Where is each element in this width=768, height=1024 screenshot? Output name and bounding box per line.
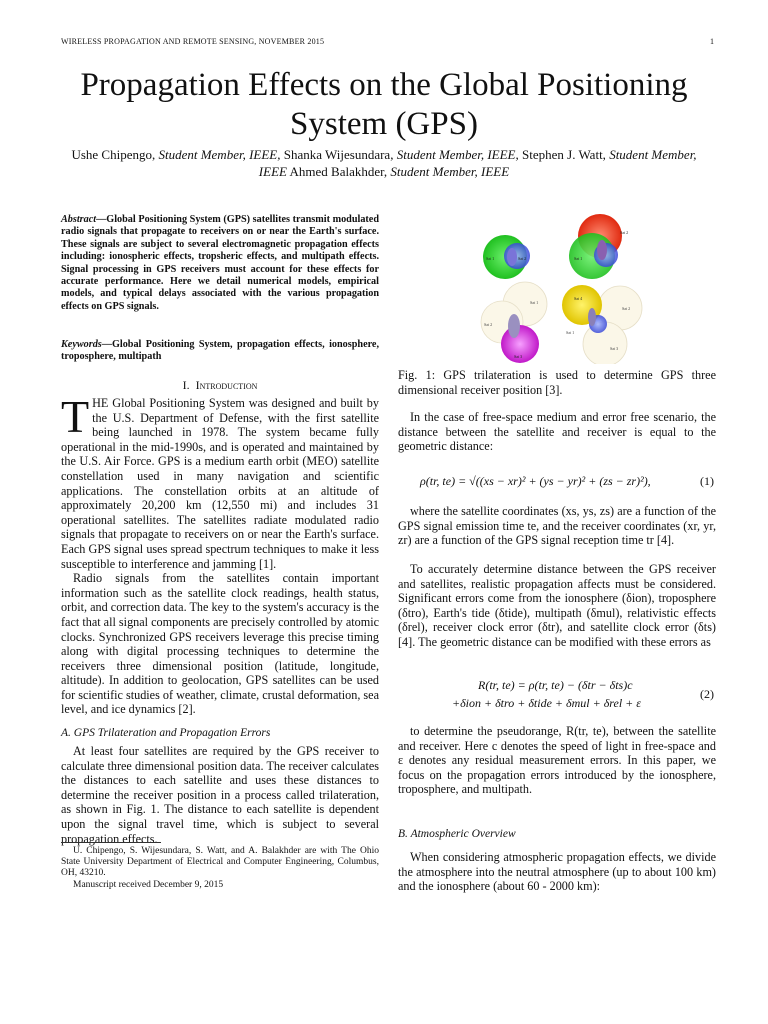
footnote (61, 846, 379, 891)
right-paragraph-2: where the satellite coordinates (xs, ys, zs) are a function of the GPS signal emission time te, and the receiver coordinates (xr, yr, zr) are a function of the GPS signal reception time tr [4]. (398, 504, 716, 548)
right-paragraph-3: To accurately determine distance between the GPS receiver and satellites, realistic propagation affects must be considered. Significant errors come from the ionosphere (δion), troposphere (δtro), Earth's tide (δtide), multipath (δmul), relativistic effects (δrel), receiver clock error (δtr), and satellite clock error (δts) [4]. The geometric distance can be modified with these errors as (398, 562, 716, 649)
equation-1-number: (1) (700, 474, 714, 488)
abstract-text: —Global Positioning System (GPS) satellites transmit modulated radio signals that propagate to receivers on or near the Earth's surface. These signals are subject to several electromagnetic propagation effects including: ionospheric effects, tropsheric effects, and multipath effects. Signal processing in GPS receivers must account for these effects for accurate performance. Here we detail numerical models, empirical models, and typical delays associated with the various propagation effects on GPS signals. (61, 214, 379, 312)
intersection-region (508, 314, 520, 338)
abstract-label: Abstract (61, 214, 97, 225)
section-title: Introduction (195, 378, 258, 392)
equation-2-line-1: R(tr, te) = ρ(tr, te) − (δtr − δts)c (478, 678, 633, 692)
author-name: Ahmed Balakhder, (289, 164, 388, 179)
keywords-text: —Global Positioning System, propagation effects, ionosphere, troposphere, multipath (61, 339, 379, 363)
figure-1-caption: Fig. 1: GPS trilateration is used to determine GPS three dimensional receiver position [3]. (398, 368, 716, 397)
right-paragraph-1: In the case of free-space medium and error free scenario, the distance between the satellite and receiver is equal to the geometric distance: (398, 410, 716, 454)
right-paragraph-5: When considering atmospheric propagation effects, we divide the atmosphere into the neutral atmosphere (up to about 100 km) and the ionosphere (about 60 - 2000 km): (398, 850, 716, 894)
intersection-region (507, 248, 517, 266)
keywords-label: Keywords (61, 339, 102, 350)
sat-label: Sat 2 (484, 322, 493, 327)
sat-label: Sat 1 (566, 330, 575, 335)
sat-label: Sat 1 (574, 256, 583, 261)
author-role: Student Member, IEEE (390, 164, 510, 179)
sat-label: Sat 3 (514, 354, 523, 359)
equation-2-number: (2) (700, 687, 714, 701)
equation-1: ρ(tr, te) = √((xs − xr)² + (ys − yr)² + (zs − zr)²), (420, 474, 651, 488)
intro-paragraph-1 (61, 391, 379, 571)
sat-label: Sat 1 (530, 300, 539, 305)
equation-2-line-2: +δion + δtro + δtide + δmul + δrel + ε (452, 696, 641, 710)
footnote-received: Manuscript received December 9, 2015 (73, 879, 224, 890)
intersection-region (588, 308, 596, 326)
page-number: 1 (710, 37, 715, 46)
intro-paragraph-2: Radio signals from the satellites contain important information such as the satellite clock readings, health status, orbit, and correction data. The key to the system's accuracy is the fact that all signal components are precisely controlled by atomic clocks. Synchronized GPS receivers leverage this precise timing along with digital processing techniques to determine the receivers three dimensional position (latitude, longitude, altitude). In addition to geolocation, GPS satellites can be used for scientific studies of weather, climate, crustal deformation, sea level, and ice dynamics [2]. (61, 571, 379, 717)
subsection-a-heading: A. GPS Trilateration and Propagation Errors (61, 727, 271, 739)
sat-label: Sat 2 (622, 306, 631, 311)
footnote-affiliation: U. Chipengo, S. Wijesundara, S. Watt, and A. Balakhder are with The Ohio State University Department of Electrical and Computer Engineering, Columbus, OH, 43210. (61, 846, 379, 879)
drop-cap: T (61, 391, 90, 442)
section-number: I. (182, 378, 190, 392)
footnote-rule (61, 842, 161, 843)
author-role: Student Member, IEEE (258, 147, 697, 179)
section-heading (61, 378, 379, 393)
author-role: Student Member, IEEE, (158, 147, 281, 162)
paper-title: Propagation Effects on the Global Positioning System (GPS) (80, 67, 688, 142)
sat-label: Sat 2 (620, 230, 629, 235)
author-name: Shanka Wijesundara, (283, 147, 394, 162)
subsection-a-paragraph: At least four satellites are required by the GPS receiver to calculate three dimensional position data. The receiver calculates the distances to each satellite and uses these distances to determine the receiver position in a process called trilateration, as shown in Fig. 1. The distance to each satellite is dependent upon the signal travel time, which is subject to several propagation effects. (61, 744, 379, 846)
right-paragraph-4: to determine the pseudorange, R(tr, te), between the satellite and receiver. Here c denotes the speed of light in free-space and ε denotes any residual measurement errors. In this paper, we focus on the propagation errors introduced by the ionosphere, troposphere, and multipath. (398, 724, 716, 797)
figure-1-trilateration (470, 204, 650, 364)
sat-label: Sat 4 (574, 296, 583, 301)
author-name: Ushe Chipengo, (71, 147, 156, 162)
subsection-b-heading: B. Atmospheric Overview (398, 828, 516, 840)
abstract (61, 214, 379, 313)
author-role: Student Member, IEEE, (396, 147, 519, 162)
sat-label: Sat 3 (610, 346, 619, 351)
intro-body (61, 391, 379, 717)
intro-p1-text: HE Global Positioning System was designed and built by the U.S. Department of Defense, with the first satellite being launched in 1978. The system became fully operational in the mid-1990s, and is operated and maintained by the U.S. Air Force. GPS is a medium earth orbit (MEO) satellite constellation used in many navigation and scientific applications. The constellation orbits at an altitude of approximately 20,200 km (12,550 mi) and includes 31 operational satellites. The satellites radiate modulated radio signals that propagate to receivers on or near the Earth's surface. Each GPS signal uses spread spectrum techniques to make it less susceptible to interference and jamming [1]. (61, 396, 379, 571)
keywords (61, 339, 379, 364)
sat-label: Sat 1 (486, 256, 495, 261)
sat-label: Sat 2 (518, 256, 527, 261)
running-header: WIRELESS PROPAGATION AND REMOTE SENSING, NOVEMBER 2015 (61, 37, 325, 46)
intersection-region (597, 240, 607, 260)
author-name: Stephen J. Watt, (522, 147, 606, 162)
author-list (60, 146, 708, 180)
